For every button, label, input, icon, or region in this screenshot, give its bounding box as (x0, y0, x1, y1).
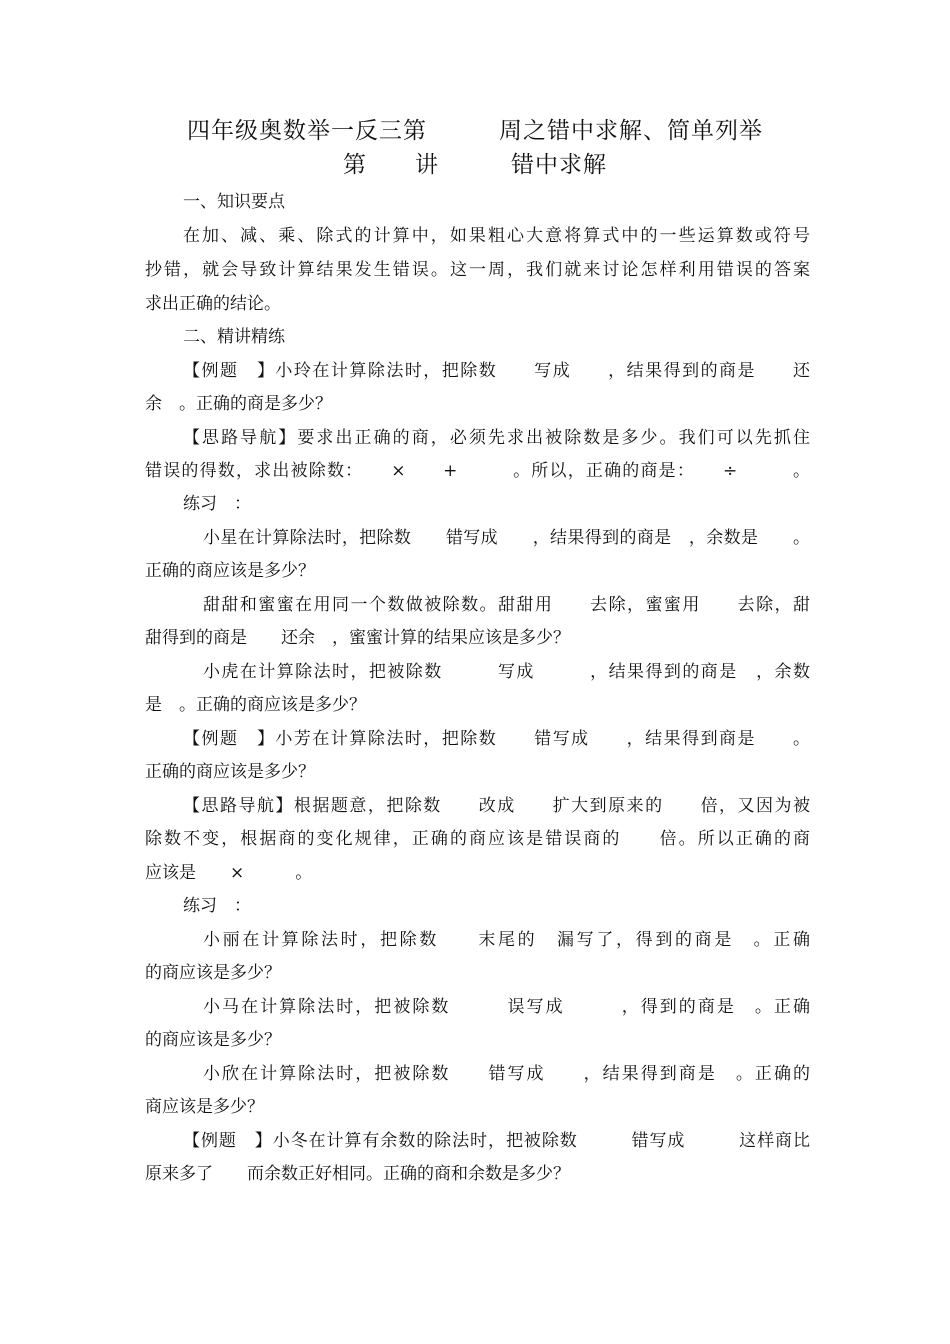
hint-1-line: 【思路导航】要求出正确的商，必须先求出被除数是多少。我们可以先抓住 (183, 428, 810, 448)
exercise-item-line: 小星在计算除法时，把除数 错写成 ，结果得到的商是 ，余数是 。 (203, 528, 810, 548)
exercise-item-line: 的商应该是多少？ (145, 1030, 281, 1050)
exercise-2-heading: 练习 ： (183, 896, 251, 916)
exercise-item-line: 小虎在计算除法时，把被除数 写成 ，结果得到的商是 ，余数 (203, 662, 810, 682)
section-heading-practice: 二、精讲精练 (183, 327, 285, 347)
hint-2-line: 应该是 × 。 (145, 863, 313, 883)
paragraph-line: 在加、减、乘、除式的计算中，如果粗心大意将算式中的一些运算数或符号 (183, 226, 810, 246)
example-3-line: 原来多了 而余数正好相同。正确的商和余数是多少？ (145, 1164, 570, 1184)
paragraph-line: 抄错，就会导致计算结果发生错误。这一周，我们就来讨论怎样利用错误的答案 (145, 260, 810, 280)
example-3-line: 【例题 】小冬在计算有余数的除法时，把被除数 错写成 这样商比 (183, 1131, 810, 1151)
exercise-item-line: 小欣在计算除法时，把被除数 错写成 ，结果得到商是 。正确的 (203, 1064, 810, 1084)
exercise-item-line: 正确的商应该是多少？ (145, 561, 315, 581)
hint-2-line: 【思路导航】根据题意，把除数 改成 扩大到原来的 倍，又因为被 (183, 796, 810, 816)
example-1-line: 【例题 】小玲在计算除法时，把除数 写成 ，结果得到的商是 还 (183, 361, 810, 381)
exercise-1-heading: 练习 ： (183, 494, 251, 514)
example-2-line: 正确的商应该是多少？ (145, 762, 315, 782)
document-title: 四年级奥数举一反三第 周之错中求解、简单列举 (187, 118, 763, 144)
exercise-item-line: 甜得到的商是 还余 ，蜜蜜计算的结果应该是多少？ (145, 628, 570, 648)
exercise-item-line: 的商应该是多少？ (145, 963, 281, 983)
paragraph-line: 求出正确的结论。 (145, 294, 281, 314)
example-1-line: 余 。正确的商是多少？ (145, 394, 332, 414)
hint-2-line: 除数不变，根据商的变化规律，正确的商应该是错误商的 倍。所以正确的商 (145, 829, 810, 849)
hint-1-line: 错误的得数，求出被除数： × + 。所以，正确的商是： ÷ 。 (145, 461, 810, 481)
exercise-item-line: 小马在计算除法时，把被除数 误写成 ，得到的商是 。正确 (203, 997, 810, 1017)
exercise-item-line: 商应该是多少？ (145, 1097, 264, 1117)
exercise-item-line: 是 。正确的商应该是多少？ (145, 695, 366, 715)
exercise-item-line: 甜甜和蜜蜜在用同一个数做被除数。甜甜用 去除，蜜蜜用 去除，甜 (203, 595, 810, 615)
example-2-line: 【例题 】小芳在计算除法时，把除数 错写成 ，结果得到商是 。 (183, 729, 810, 749)
lecture-title: 第 讲 错中求解 (343, 152, 607, 178)
section-heading-knowledge: 一、知识要点 (183, 192, 285, 212)
exercise-item-line: 小丽在计算除法时，把除数 末尾的 漏写了，得到的商是 。正确 (203, 930, 810, 950)
